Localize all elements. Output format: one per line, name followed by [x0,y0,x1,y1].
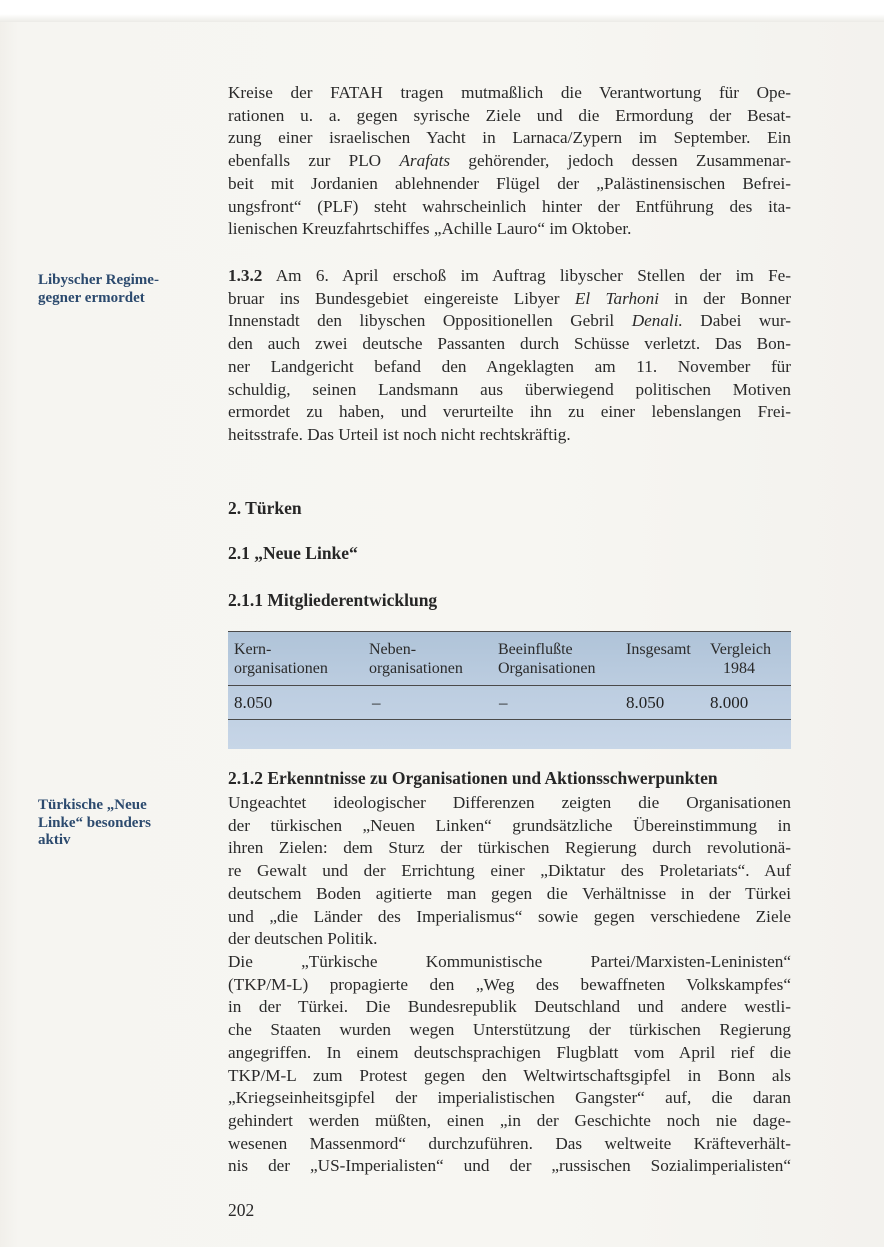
table-cell-neben: – [372,693,381,712]
italic-name: El Tarhoni [574,288,660,308]
text-line: der türkischen „Neuen Linken“ grundsätzliche Übereinstimmung in [228,815,791,835]
text-fragment: ebenfalls zur PLO [228,151,400,171]
text-line: lienischen Kreuzfahrtschiffes „Achille Lauro“ im Oktober. [228,219,632,239]
intro-paragraph [228,82,791,241]
text-line: (TKP/M-L) propagierte den „Weg des bewaffneten Volkskampfes“ [228,974,791,994]
table-header-neben [369,640,463,678]
margin-note-line: Libyscher Regime- [38,272,159,288]
table-cell-insgesamt: 8.050 [626,693,665,712]
section-2-1-2-paragraph-1 [228,792,791,951]
header-line: organisationen [369,660,463,677]
text-fragment: in der Bonner [659,288,791,308]
heading-2: 2. Türken [228,498,302,518]
margin-note-line: aktiv [38,832,71,848]
text-line: re Gewalt und der Errichtung einer „Diktatur des Proletariats“. Auf [228,861,791,881]
header-line: organisationen [234,660,328,677]
table-rule-header [228,685,791,686]
text-line: ungsfront“ (PLF) steht wahrscheinlich hinter der Entführung des ita- [228,196,791,216]
page-top-edge [0,0,884,22]
table-rule-top [228,631,791,632]
text-line [228,265,791,288]
text-line: TKP/M-L zum Protest gegen den Weltwirtschaftsgipfel in Bonn als [228,1065,791,1085]
text-fragment: Innenstadt den libyschen Oppositionellen Gebril [228,311,632,331]
text-line: Ungeachtet ideologischer Differenzen zeigten die Organisationen [228,793,791,812]
header-line: Vergleich [710,641,772,658]
section-1-3-2 [228,265,791,447]
text-fragment: Dabei wur- [682,311,791,331]
table-header-insgesamt [626,640,691,659]
text-fragment: gehörender, jedoch dessen Zusammenar- [450,151,792,171]
table-cell-kern: 8.050 [234,693,273,712]
header-line: 1984 [723,660,755,677]
text-line [228,310,791,333]
text-line: ihren Zielen: dem Sturz der türkischen Regierung durch revolutionä- [228,838,791,858]
text-fragment: bruar ins Bundesgebiet eingereiste Libyer [228,288,575,308]
text-line: schuldig, seinen Landsmann aus überwiegend politischen Motiven [228,379,791,399]
text-line: zung einer israelischen Yacht in Larnaca/Zypern im September. Ein [228,128,791,148]
text-line: den auch zwei deutsche Passanten durch Schüsse verletzt. Das Bon- [228,334,791,354]
text-line: ner Landgericht befand den Angeklagten am 11. November für [228,356,791,376]
header-line: Beeinflußte [498,641,573,658]
text-line: angegriffen. In einem deutschsprachigen Flugblatt vom April rief die [228,1042,791,1062]
text-line: deutschem Boden agitierte man gegen die Verhältnisse in der Türkei [228,883,791,903]
italic-name: Denali. [631,311,683,331]
text-line: nis der „US-Imperialisten“ und der „russischen Sozialimperialisten“ [228,1156,791,1176]
text-line: che Staaten wurden wegen Unterstützung der türkischen Regierung [228,1020,791,1040]
text-line: Kreise der FATAH tragen mutmaßlich die Verantwortung für Ope- [228,83,791,102]
header-line: Organisationen [498,660,596,677]
margin-note-line: Linke“ besonders [38,814,151,831]
text-line: „Kriegseinheitsgipfel der imperialistischen Gangster“ auf, die daran [228,1088,791,1108]
margin-note-libyan [38,272,188,307]
margin-note-line: gegner ermordet [38,289,145,306]
text-line: und „die Länder des Imperialismus“ sowie gegen verschiedene Ziele [228,906,791,926]
membership-table [228,631,791,749]
section-2-1-2-paragraph-2 [228,951,791,1178]
margin-note-turkish [38,797,188,850]
heading-2-1: 2.1 „Neue Linke“ [228,543,358,563]
page-number: 202 [228,1200,255,1220]
table-header-kern [234,640,328,678]
header-line: Kern- [234,641,272,658]
header-line: Neben- [369,641,417,658]
text-line [228,288,791,311]
table-header-vergleich [710,640,771,678]
text-line [228,150,791,173]
text-line: der deutschen Politik. [228,929,378,949]
table-rule-bottom [228,719,791,720]
text-line: heitsstrafe. Das Urteil ist noch nicht rechtskräftig. [228,424,571,444]
text-line: in der Türkei. Die Bundesrepublik Deutschland und andere westli- [228,997,791,1017]
section-number: 1.3.2 [228,266,263,285]
heading-2-1-2: 2.1.2 Erkenntnisse zu Organisationen und Aktionsschwerpunkten [228,768,718,788]
table-cell-beeinflusst: – [499,693,508,712]
text-line: wesenen Massenmord“ durchzuführen. Das weltweite Kräfteverhält- [228,1133,791,1153]
italic-name: Arafats [399,151,451,171]
text-line: beit mit Jordanien ablehnender Flügel der „Palästinensischen Befrei- [228,173,791,193]
text-line: Die „Türkische Kommunistische Partei/Marxisten-Leninisten“ [228,952,791,971]
table-header-beeinflusst [498,640,595,678]
margin-note-line: Türkische „Neue [38,797,147,813]
heading-2-1-1: 2.1.1 Mitgliederentwicklung [228,590,438,610]
text-fragment: Am 6. April erschoß im Auftrag libyscher Stellen der im Fe- [262,266,791,285]
text-line: gehindert werden müßten, einen „in der Geschichte noch nie dage- [228,1110,791,1130]
header-line: Insgesamt [626,641,691,658]
text-line: ermordet zu haben, und verurteilte ihn zu einer lebenslangen Frei- [228,402,791,422]
table-cell-vergleich: 8.000 [710,693,749,712]
text-line: rationen u. a. gegen syrische Ziele und die Ermordung der Besat- [228,105,791,125]
